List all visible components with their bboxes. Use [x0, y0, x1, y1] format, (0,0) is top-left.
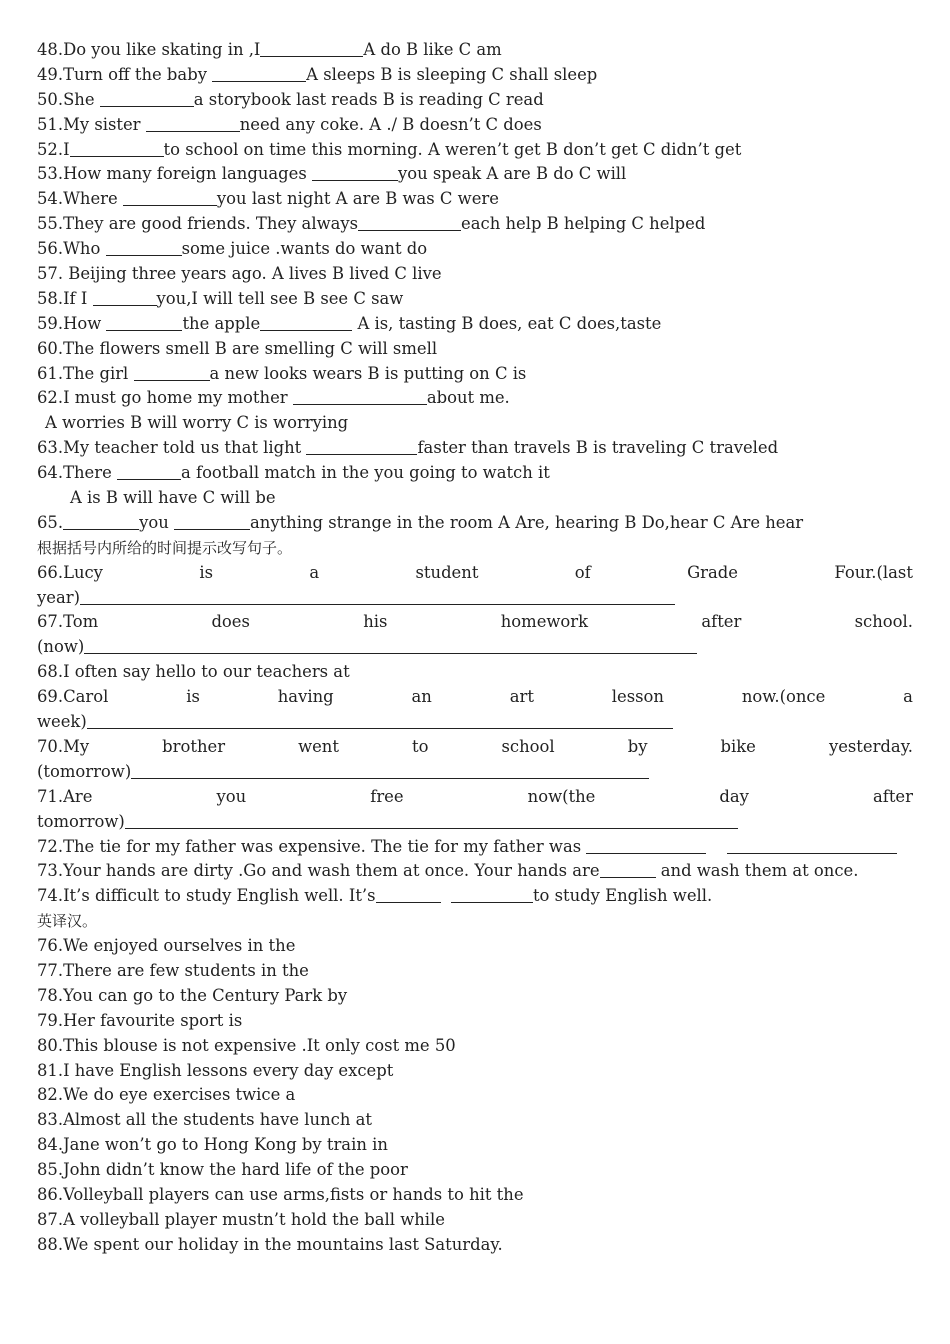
answer-blank[interactable] — [451, 886, 533, 903]
answer-blank[interactable] — [727, 837, 897, 854]
question-79: 79.Her favourite sport is — [37, 1010, 243, 1030]
question-65: 65. you anything strange in the room A Are, hearing B Do,hear C Are hear — [37, 512, 804, 532]
answer-line[interactable] — [125, 812, 738, 829]
worksheet-content — [37, 38, 913, 1258]
answer-blank[interactable] — [123, 189, 217, 206]
question-82: 82.We do eye exercises twice a — [37, 1085, 296, 1105]
question-77: 77.There are few students in the — [37, 960, 309, 980]
question-57: 57. Beijing three years ago. A lives B lived C live — [37, 264, 442, 284]
answer-blank[interactable] — [376, 886, 441, 903]
answer-line[interactable] — [87, 712, 673, 729]
question-72: 72.The tie for my father was expensive. The tie for my father was — [37, 835, 913, 860]
question-51: 51.My sister need any coke. A ./ B doesn’t C does — [37, 114, 542, 134]
question-49: 49.Turn off the baby A sleeps B is sleeping C shall sleep — [37, 64, 598, 84]
answer-blank[interactable] — [106, 239, 182, 256]
question-71: 71.Are you free now(the day after — [37, 786, 913, 806]
question-76: 76.We enjoyed ourselves in the — [37, 936, 296, 956]
question-62-options: A worries B will worry C is worrying — [45, 413, 349, 433]
question-66-answer: year) — [37, 586, 913, 611]
answer-line[interactable] — [131, 762, 649, 779]
question-63: 63.My teacher told us that light faster than travels B is traveling C traveled — [37, 438, 779, 458]
question-71-answer: tomorrow) — [37, 810, 913, 835]
question-67: 67.Tom does his homework after school. — [37, 612, 913, 632]
question-86: 86.Volleyball players can use arms,fists or hands to hit the — [37, 1184, 524, 1204]
section-heading-translate: 英译汉。 — [37, 912, 98, 931]
question-62: 62.I must go home my mother about me. — [37, 388, 510, 408]
question-70-answer: (tomorrow) — [37, 760, 913, 785]
question-73: 73.Your hands are dirty .Go and wash them at once. Your hands are and wash them at once. — [37, 861, 859, 881]
question-88: 88.We spent our holiday in the mountains last Saturday. — [37, 1234, 503, 1254]
answer-blank[interactable] — [93, 289, 157, 306]
question-55: 55.They are good friends. They always each help B helping C helped — [37, 214, 706, 234]
answer-blank[interactable] — [260, 40, 363, 57]
question-69: 69.Carol is having an art lesson now.(once a — [37, 687, 913, 707]
question-83: 83.Almost all the students have lunch at — [37, 1110, 372, 1130]
answer-line[interactable] — [84, 637, 697, 654]
answer-blank[interactable] — [212, 65, 306, 82]
question-56: 56.Who some juice .wants do want do — [37, 239, 428, 259]
answer-line[interactable] — [80, 588, 675, 605]
question-87: 87.A volleyball player mustn’t hold the ball while — [37, 1209, 445, 1229]
question-52: 52.I to school on time this morning. A weren’t get B don’t get C didn’t get — [37, 139, 742, 159]
question-66: 66.Lucy is a student of Grade Four.(last — [37, 562, 913, 582]
question-67-answer: (now) — [37, 635, 913, 660]
question-54: 54.Where you last night A are B was C were — [37, 189, 499, 209]
answer-blank[interactable] — [260, 314, 352, 331]
question-64-options: A is B will have C will be — [70, 488, 276, 508]
question-60: 60.The flowers smell B are smelling C will smell — [37, 338, 438, 358]
question-74: 74.It’s difficult to study English well. It’s to study English well. — [37, 886, 713, 906]
question-80: 80.This blouse is not expensive .It only cost me 50 — [37, 1035, 456, 1055]
answer-blank[interactable] — [358, 214, 461, 231]
answer-blank[interactable] — [600, 861, 656, 878]
question-78: 78.You can go to the Century Park by — [37, 985, 348, 1005]
question-68: 68.I often say hello to our teachers at — [37, 662, 350, 682]
answer-blank[interactable] — [146, 115, 240, 132]
answer-blank[interactable] — [63, 513, 139, 530]
answer-blank[interactable] — [70, 140, 164, 157]
question-70: 70.My brother went to school by bike yesterday. — [37, 736, 913, 756]
answer-blank[interactable] — [106, 314, 182, 331]
section-heading-rewrite: 根据括号内所给的时间提示改写句子。 — [37, 538, 293, 557]
answer-blank[interactable] — [312, 164, 398, 181]
question-48: 48.Do you like skating in ,I A do B like C am — [37, 40, 502, 59]
question-61: 61.The girl a new looks wears B is putting on C is — [37, 363, 527, 383]
question-58: 58.If I you,I will tell see B see C saw — [37, 288, 404, 308]
answer-blank[interactable] — [100, 90, 194, 107]
question-59: 59.How the apple A is, tasting B does, eat C does,taste — [37, 313, 662, 333]
question-84: 84.Jane won’t go to Hong Kong by train in — [37, 1135, 388, 1155]
answer-blank[interactable] — [586, 837, 706, 854]
answer-blank[interactable] — [174, 513, 250, 530]
question-85: 85.John didn’t know the hard life of the poor — [37, 1160, 408, 1180]
question-53: 53.How many foreign languages you speak A are B do C will — [37, 164, 627, 184]
question-81: 81.I have English lessons every day except — [37, 1060, 394, 1080]
answer-blank[interactable] — [293, 388, 427, 405]
question-69-answer: week) — [37, 710, 913, 735]
answer-blank[interactable] — [134, 364, 210, 381]
question-50: 50.She a storybook last reads B is reading C read — [37, 89, 544, 109]
question-64: 64.There a football match in the you going to watch it — [37, 463, 550, 483]
answer-blank[interactable] — [117, 463, 181, 480]
answer-blank[interactable] — [306, 438, 417, 455]
